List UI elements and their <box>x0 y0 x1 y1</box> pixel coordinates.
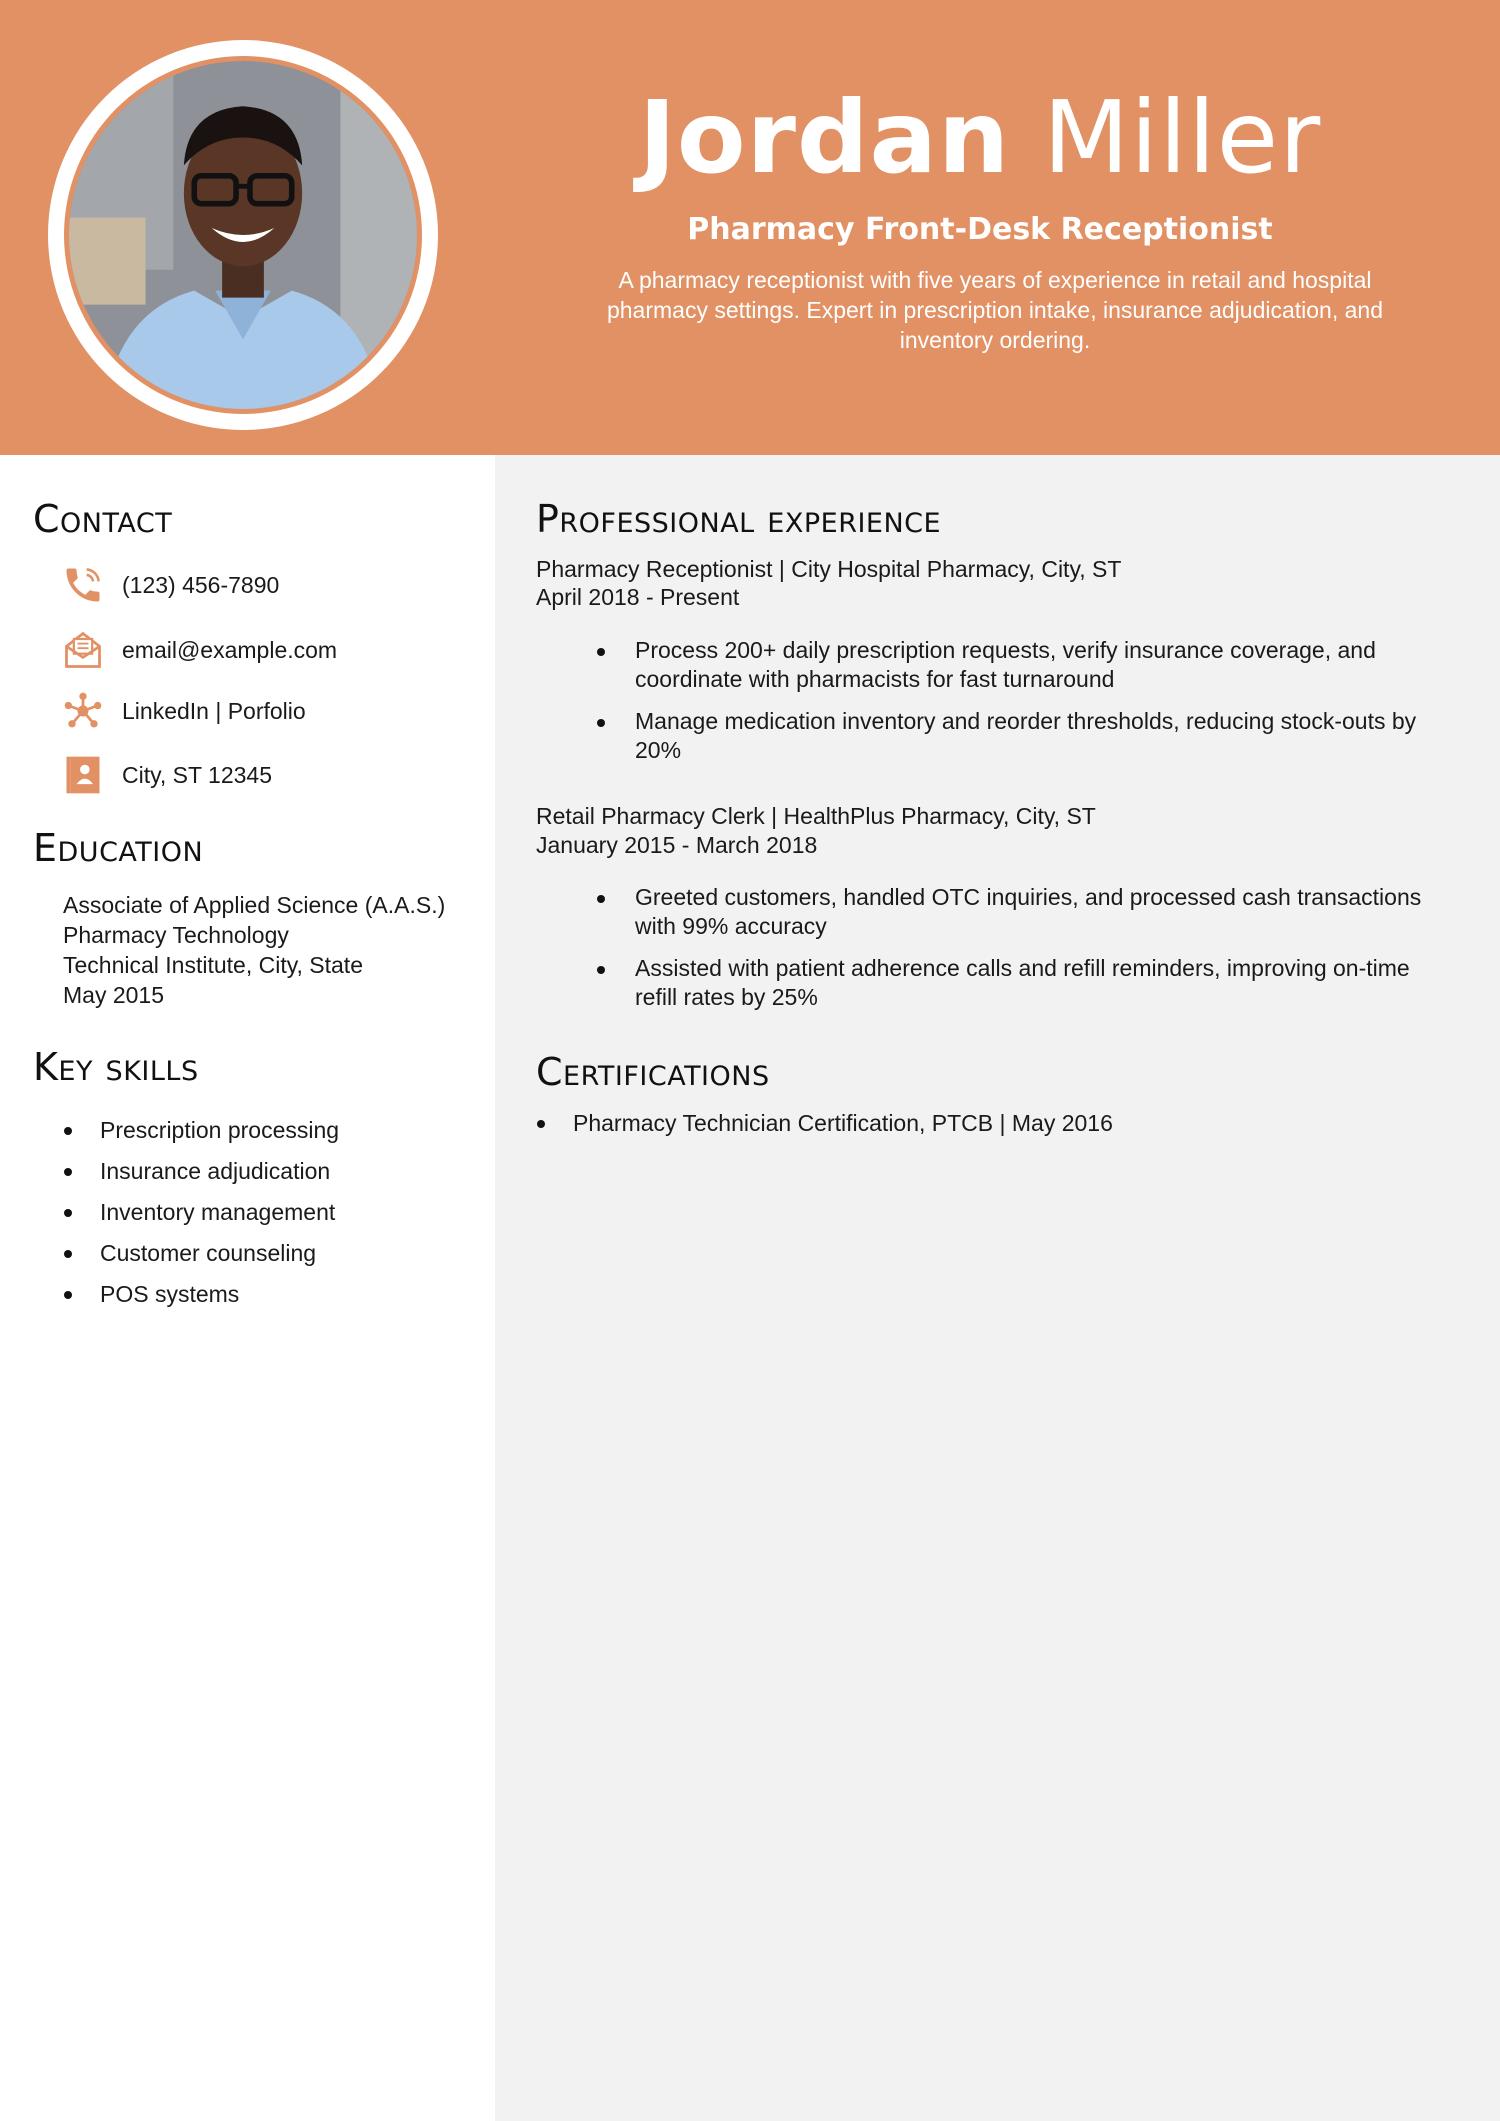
job-2-title: Retail Pharmacy Clerk | HealthPlus Pharmacy, City, ST <box>536 803 1096 829</box>
profile-summary: A pharmacy receptionist with five years of experience in retail and hospital pharmacy settings. Expert in prescription intake, insurance adjudication, and inventory ordering. <box>606 267 1384 353</box>
skills-heading: Key skills <box>33 1045 199 1089</box>
network-icon <box>60 688 106 734</box>
education-major: Pharmacy Technology <box>63 922 289 948</box>
profile-photo <box>64 56 422 414</box>
job-title: Pharmacy Front-Desk Receptionist <box>687 212 1273 247</box>
candidate-name <box>520 78 1440 198</box>
contact-card-icon <box>60 752 106 798</box>
profile-links[interactable]: LinkedIn | Porfolio <box>122 697 306 724</box>
list-item: POS systems <box>60 1274 339 1315</box>
address: City, ST 12345 <box>122 761 273 788</box>
list-item: Insurance adjudication <box>60 1151 339 1192</box>
phone-icon <box>60 562 106 608</box>
skills-list <box>60 1110 339 1315</box>
phone-number: (123) 456-7890 <box>122 571 280 598</box>
list-item: Assisted with patient adherence calls and refill reminders, improving on-time refill rates by 25% <box>595 954 1455 1012</box>
list-item: Greeted customers, handled OTC inquiries, and processed cash transactions with 99% accuracy <box>595 883 1455 941</box>
email-address[interactable]: email@example.com <box>122 636 338 663</box>
experience-heading: Professional experience <box>536 497 942 541</box>
education-entry <box>63 890 445 1010</box>
list-item: Inventory management <box>60 1192 339 1233</box>
list-item: Pharmacy Technician Certification, PTCB | May 2016 <box>535 1108 1113 1138</box>
list-item: Manage medication inventory and reorder thresholds, reducing stock-outs by 20% <box>595 707 1455 765</box>
profile-photo-frame <box>48 40 438 430</box>
job-2-dates: January 2015 - March 2018 <box>536 832 818 858</box>
list-item: Process 200+ daily prescription requests, verify insurance coverage, and coordinate with pharmacists for fast turnaround <box>595 636 1455 694</box>
certifications-heading: Certifications <box>536 1050 770 1094</box>
mail-icon <box>60 627 106 673</box>
job-1-dates: April 2018 - Present <box>536 584 740 610</box>
certifications-list <box>535 1108 1113 1138</box>
contact-address <box>60 752 272 798</box>
first-name: Jordan <box>638 79 1011 196</box>
header-banner <box>0 0 1500 455</box>
contact-phone <box>60 562 279 608</box>
education-date: May 2015 <box>63 982 165 1008</box>
contact-links <box>60 688 306 734</box>
job-1-bullets <box>595 636 1455 778</box>
job-1-title: Pharmacy Receptionist | City Hospital Pharmacy, City, ST <box>536 556 1122 582</box>
list-item: Prescription processing <box>60 1110 339 1151</box>
education-school: Technical Institute, City, State <box>63 952 363 978</box>
last-name: Miller <box>1043 79 1322 196</box>
list-item: Customer counseling <box>60 1233 339 1274</box>
contact-email <box>60 627 337 673</box>
education-heading: Education <box>33 826 204 870</box>
education-degree: Associate of Applied Science (A.A.S.) <box>63 892 446 918</box>
contact-heading: Contact <box>33 497 173 541</box>
job-2-bullets <box>595 883 1455 1025</box>
